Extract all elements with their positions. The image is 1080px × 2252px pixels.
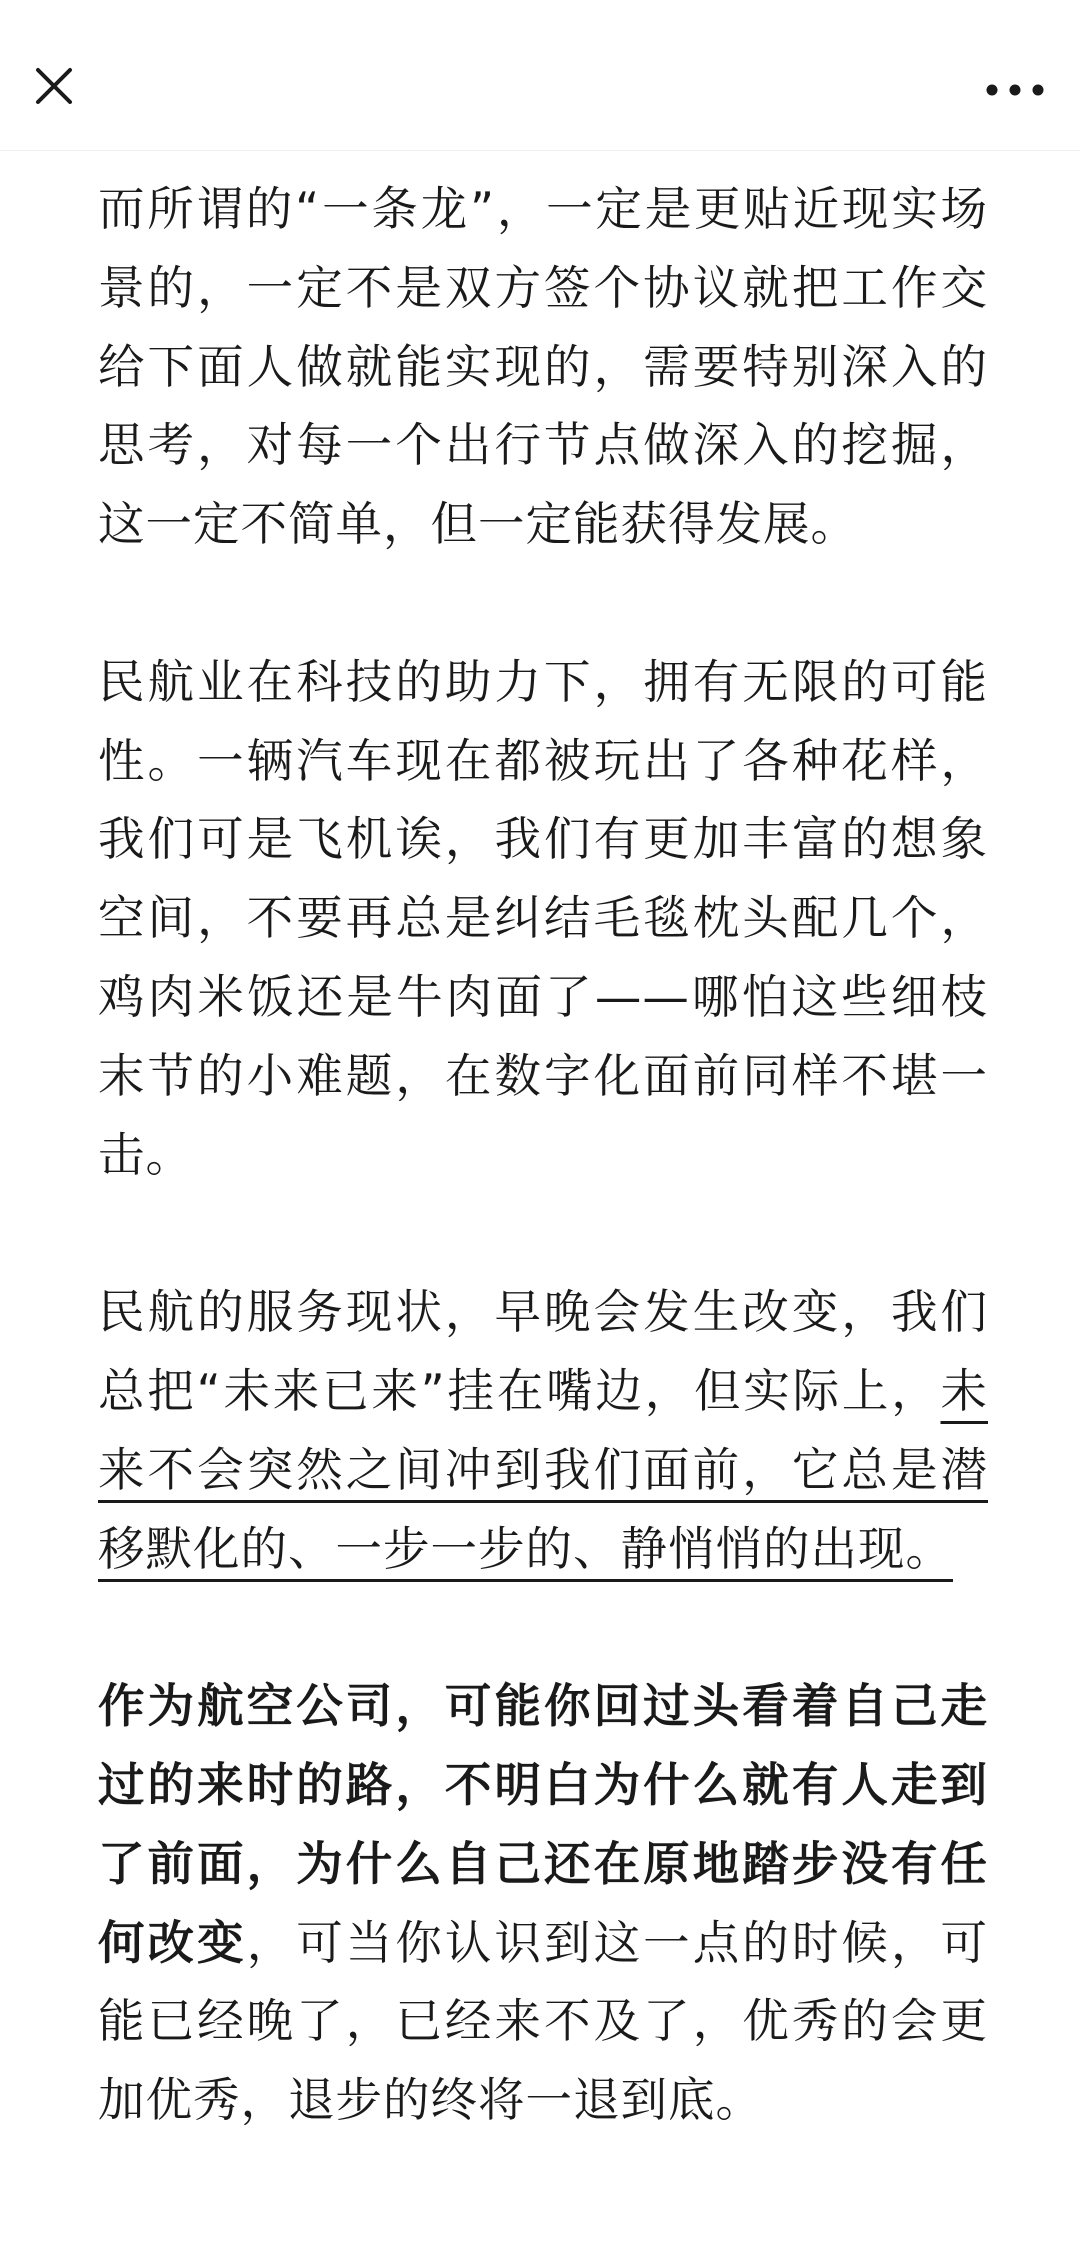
paragraph-3 [98, 1273, 988, 1588]
paragraph-1: 而所谓的“一条龙”，一定是更贴近现实场景的，一定不是双方签个协议就把工作交给下面人做就能实现的，需要特别深入的思考，对每一个出行节点做深入的挖掘，这一定不简单，但一定能获得发展。 [98, 182, 988, 552]
top-bar [0, 0, 1080, 151]
paragraph-2: 民航业在科技的助力下，拥有无限的可能性。一辆汽车现在都被玩出了各种花样，我们可是飞机诶，我们有更加丰富的想象空间，不要再总是纠结毛毯枕头配几个，鸡肉米饭还是牛肉面了——哪怕这些细枝末节的小难题，在数字化面前同样不堪一击。 [98, 654, 988, 1182]
paragraph-4 [98, 1667, 988, 2140]
close-icon [24, 56, 84, 116]
close-button[interactable] [24, 56, 84, 116]
paragraph-3-text: 民航的服务现状，早晚会发生改变，我们总把“未来已来”挂在嘴边，但实际上， [98, 1285, 988, 1418]
more-options-button[interactable] [980, 60, 1050, 120]
paragraph-4-text: ，可当你认识到这一点的时候，可能已经晚了，已经来不及了，优秀的会更加优秀，退步的终将一退到底。 [98, 1915, 989, 2128]
article-body [98, 170, 988, 2140]
underlined-highlight: 未来不会突然之间冲到我们面前，它总是潜移默化的、一步一步的、静悄悄的出现。 [98, 1363, 988, 1576]
more-horizontal-icon [980, 60, 1050, 120]
bold-highlight: 作为航空公司，可能你回过头看着自己走过的来时的路，不明白为什么就有人走到了前面，为什么自己还在原地踏步没有任何改变 [98, 1679, 988, 1970]
